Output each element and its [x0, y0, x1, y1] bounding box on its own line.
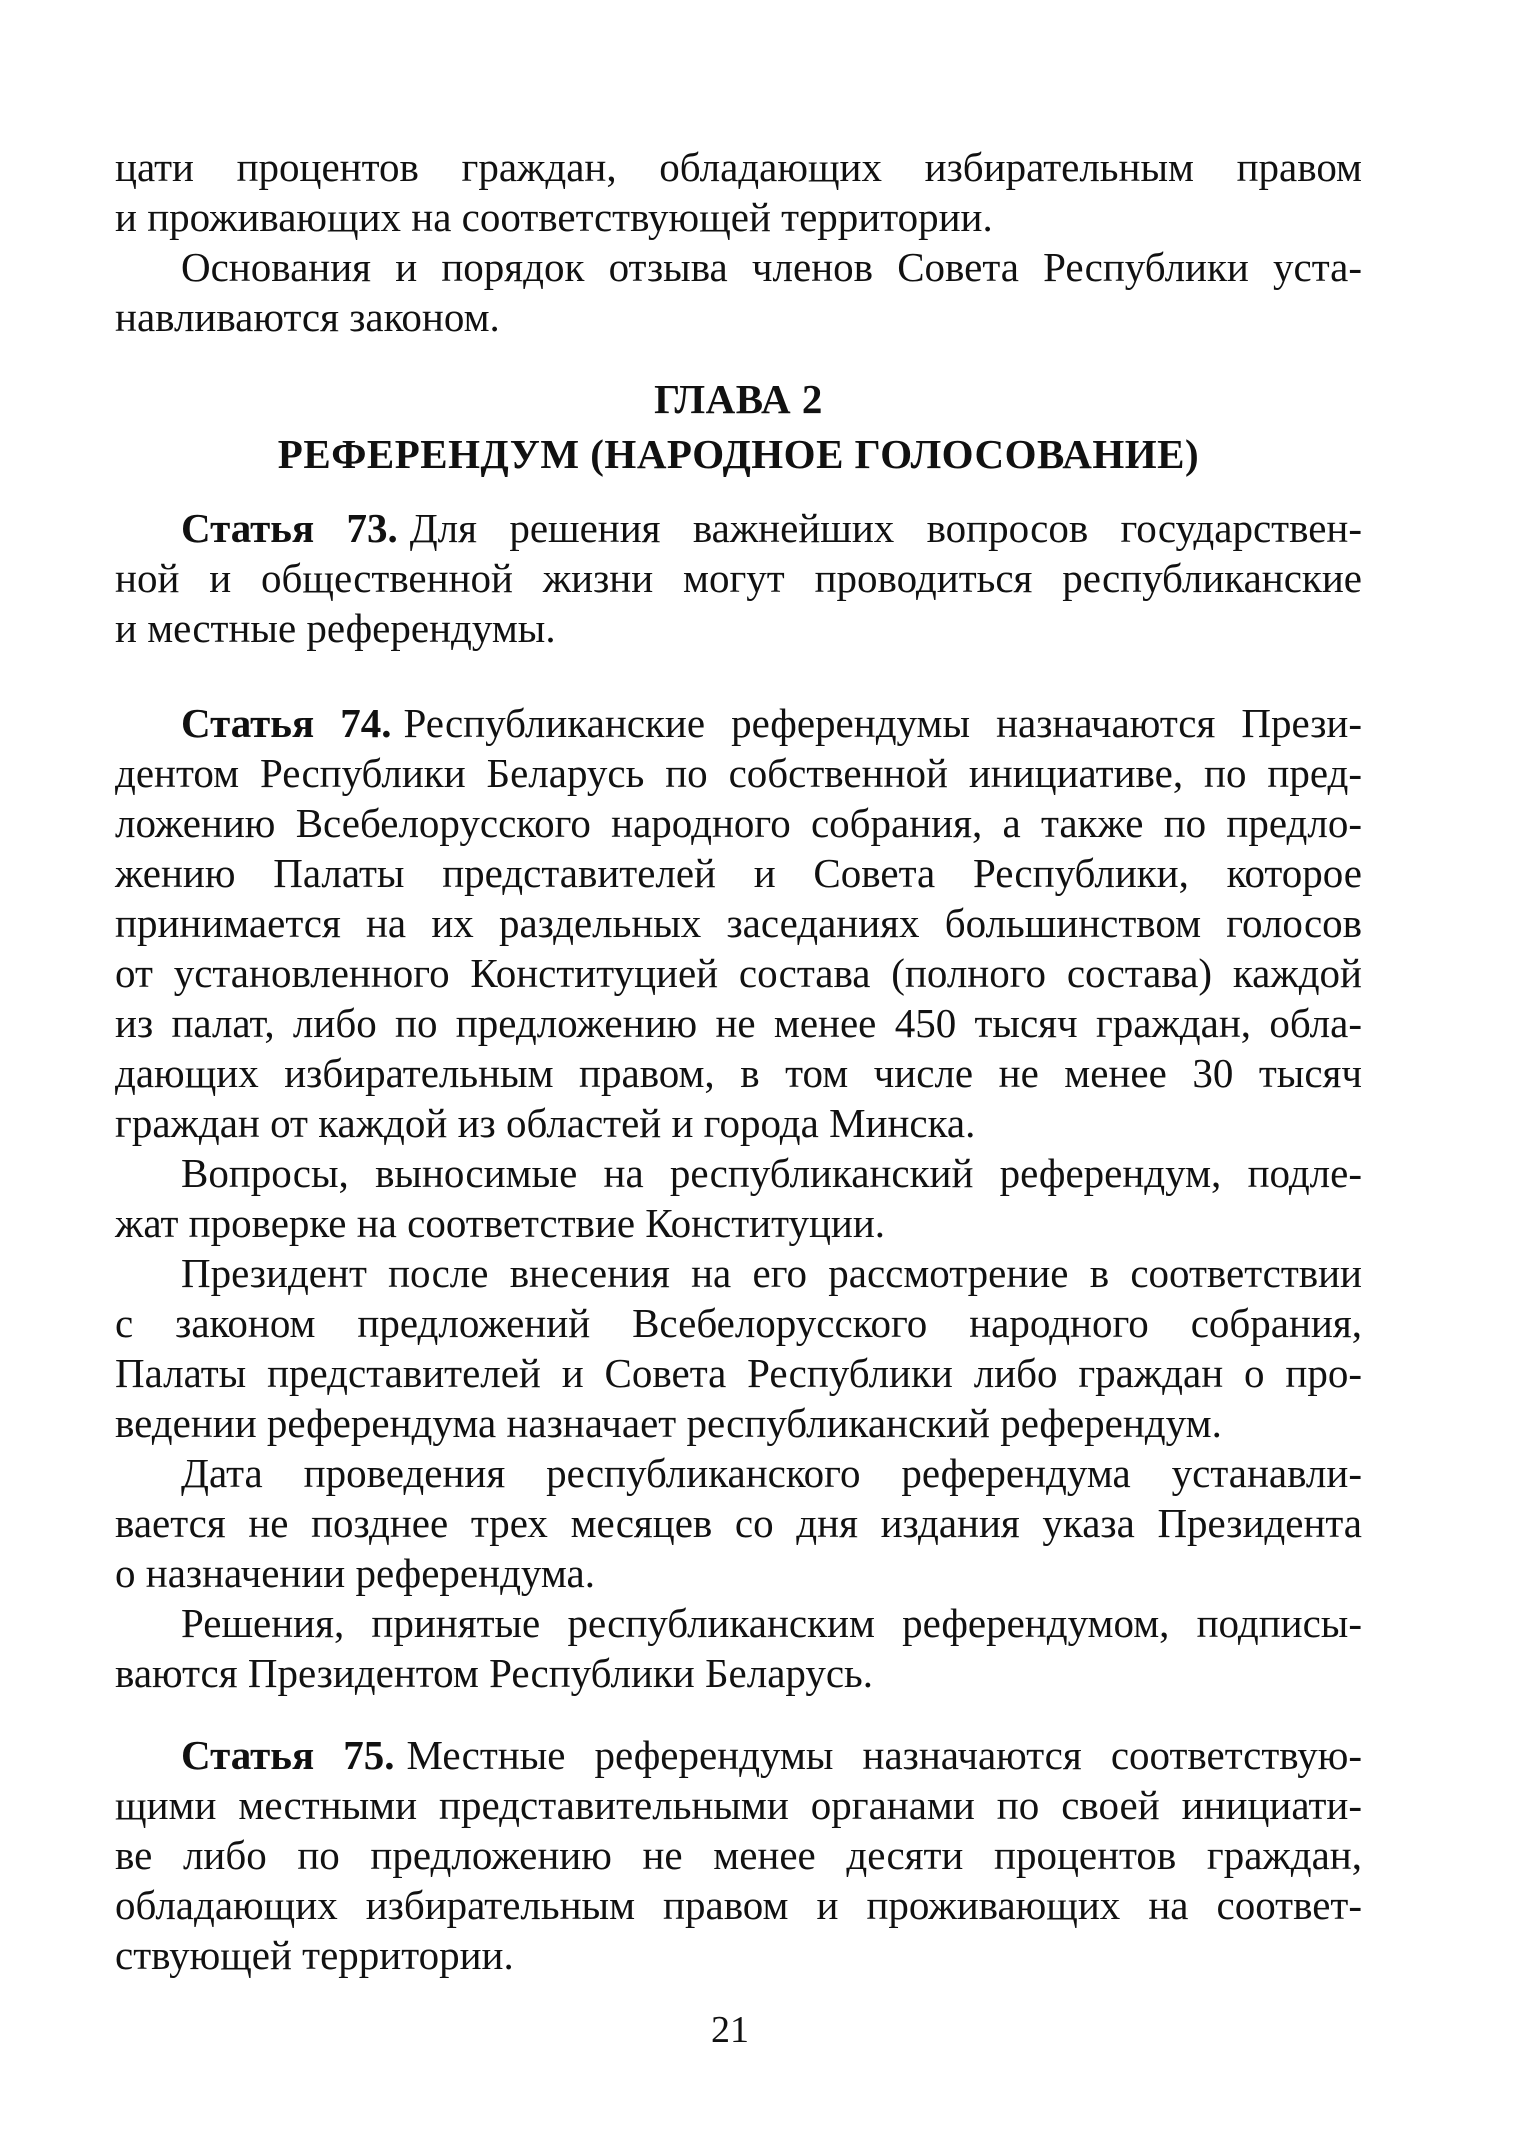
text-line	[115, 1880, 1362, 1930]
line-text: граждан от каждой из областей и города Минска.	[115, 1100, 976, 1146]
line-text: от установленного Конституцией состава (полного состава) каждой	[115, 950, 1362, 996]
article-75	[115, 1730, 1362, 1980]
text-line	[115, 1398, 1362, 1448]
line-text: с законом предложений Всебелорусского народного собрания,	[115, 1300, 1362, 1346]
text-line	[115, 1248, 1362, 1298]
line-text: принимается на их раздельных заседаниях большинством голосов	[115, 900, 1362, 946]
text-line	[115, 1830, 1362, 1880]
line-text: ведении референдума назначает республиканский референдум.	[115, 1400, 1222, 1446]
chapter-heading	[115, 372, 1362, 482]
line-text: Решения, принятые республиканским референдумом, подписы-	[181, 1600, 1362, 1646]
article-74	[115, 698, 1362, 1698]
line-text: ваются Президентом Республики Беларусь.	[115, 1650, 873, 1696]
continued-paragraph	[115, 142, 1362, 242]
text-line	[115, 1498, 1362, 1548]
text-line	[115, 1048, 1362, 1098]
line-text: ве либо по предложению не менее десяти процентов граждан,	[115, 1832, 1362, 1878]
text-line	[115, 242, 1362, 292]
page-number: 21	[711, 2009, 749, 2051]
text-line	[115, 898, 1362, 948]
text-line	[115, 1930, 1362, 1980]
text-line	[115, 1098, 1362, 1148]
text-line	[115, 192, 1362, 242]
text-line	[115, 998, 1362, 1048]
chapter-title: РЕФЕРЕНДУМ (НАРОДНОЕ ГОЛОСОВАНИЕ)	[277, 431, 1200, 477]
text-line	[115, 1198, 1362, 1248]
article-label: Статья 75.	[181, 1732, 395, 1778]
line-text: ной и общественной жизни могут проводиться республиканские	[115, 555, 1362, 601]
line-text: вается не позднее трех месяцев со дня издания указа Президента	[115, 1500, 1362, 1546]
recall-grounds-paragraph	[115, 242, 1362, 342]
text-line	[115, 948, 1362, 998]
chapter-number: ГЛАВА 2	[654, 376, 823, 422]
line-text: и проживающих на соответствующей территории.	[115, 194, 993, 240]
line-text: ствующей территории.	[115, 1932, 514, 1978]
line-text: жению Палаты представителей и Совета Республики, которое	[115, 850, 1362, 896]
line-text: Для решения важнейших вопросов государствен-	[409, 505, 1362, 551]
article-label: Статья 73.	[181, 505, 398, 551]
text-line	[115, 798, 1362, 848]
line-text: жат проверке на соответствие Конституции.	[115, 1200, 886, 1246]
line-text: ложению Всебелорусского народного собрания, а также по предло-	[115, 800, 1362, 846]
text-line	[115, 1730, 1362, 1780]
text-line	[115, 698, 1362, 748]
article-73	[115, 503, 1362, 653]
line-text: Местные референдумы назначаются соответствую-	[406, 1732, 1362, 1778]
text-line	[115, 142, 1362, 192]
text-line	[115, 553, 1362, 603]
text-line	[115, 848, 1362, 898]
text-line	[115, 748, 1362, 798]
text-line	[115, 1348, 1362, 1398]
text-line	[115, 1448, 1362, 1498]
text-line	[115, 603, 1362, 653]
line-text: Президент после внесения на его рассмотрение в соответствии	[181, 1250, 1362, 1296]
line-text: Республиканские референдумы назначаются Прези-	[403, 700, 1362, 746]
text-line	[115, 1148, 1362, 1198]
text-line	[115, 292, 1362, 342]
text-line	[115, 1548, 1362, 1598]
text-line	[115, 503, 1362, 553]
line-text: Основания и порядок отзыва членов Совета Республики уста-	[181, 244, 1362, 290]
line-text: навливаются законом.	[115, 294, 500, 340]
line-text: щими местными представительными органами по своей инициати-	[115, 1782, 1362, 1828]
line-text: Дата проведения республиканского референдума устанавли-	[181, 1450, 1362, 1496]
line-text: из палат, либо по предложению не менее 450 тысяч граждан, обла-	[115, 1000, 1362, 1046]
article-label: Статья 74.	[181, 700, 392, 746]
line-text: и местные референдумы.	[115, 605, 556, 651]
line-text: цати процентов граждан, обладающих избирательным правом	[115, 144, 1362, 190]
text-line	[115, 1298, 1362, 1348]
text-line	[115, 1648, 1362, 1698]
line-text: дающих избирательным правом, в том числе не менее 30 тысяч	[115, 1050, 1362, 1096]
text-line	[115, 1780, 1362, 1830]
line-text: Вопросы, выносимые на республиканский референдум, подле-	[181, 1150, 1362, 1196]
text-line	[115, 1598, 1362, 1648]
line-text: о назначении референдума.	[115, 1550, 596, 1596]
line-text: дентом Республики Беларусь по собственной инициативе, по пред-	[115, 750, 1362, 796]
line-text: Палаты представителей и Совета Республики либо граждан о про-	[115, 1350, 1362, 1396]
line-text: обладающих избирательным правом и проживающих на соответ-	[115, 1882, 1362, 1928]
